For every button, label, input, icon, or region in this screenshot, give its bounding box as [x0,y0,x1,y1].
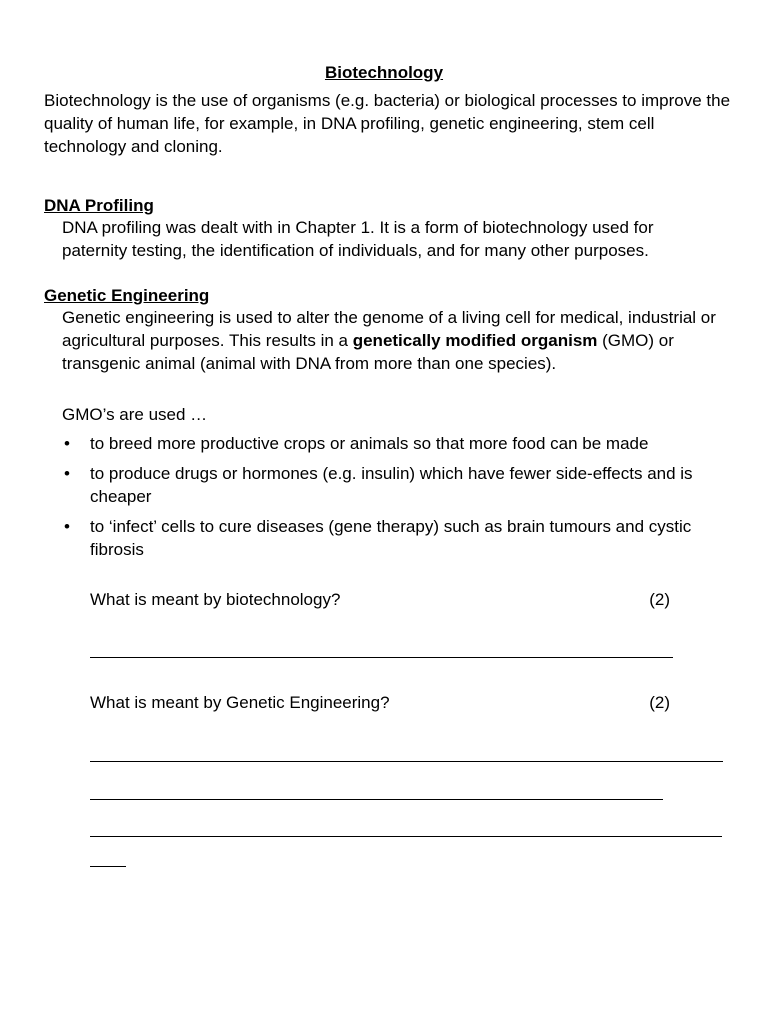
list-item [62,432,722,455]
question-marks: (2) [649,693,670,712]
question-2 [90,691,670,714]
intro-paragraph: Biotechnology is the use of organisms (e.g. bacteria) or biological processes to improve the quality of human life, for example, in DNA profiling, genetic engineering, stem cell technology and cloning. [44,91,731,156]
bullet-icon: • [64,517,70,536]
list-item-text: to ‘infect’ cells to cure diseases (gene therapy) such as brain tumours and cystic fibrosis [90,517,692,559]
page-title: Biotechnology [324,63,444,82]
question-text: What is meant by biotechnology? [90,590,341,609]
answer-line[interactable] [90,657,673,658]
genetic-engineering-paragraph [62,306,722,375]
gmo-term: genetically modified organism [352,331,598,350]
question-marks: (2) [649,590,670,609]
answer-line[interactable] [90,836,722,837]
question-text: What is meant by Genetic Engineering? [90,693,390,712]
section-heading-dna-profiling: DNA Profiling [44,196,154,215]
answer-line[interactable] [90,866,126,867]
bullet-icon: • [64,464,70,483]
dna-profiling-paragraph: DNA profiling was dealt with in Chapter 1. It is a form of biotechnology used for paternity testing, the identification of individuals, and for many other purposes. [62,218,654,260]
bullet-icon: • [64,434,70,453]
list-item-text: to produce drugs or hormones (e.g. insulin) which have fewer side-effects and is cheaper [90,464,693,506]
question-1 [90,588,670,611]
ge-text-start: Genetic engineering is used to alter the genome of a living cell for medical, industrial or agricultural purposes. This results in a [62,308,716,350]
list-item-text: to breed more productive crops or animals so that more food can be made [90,434,649,453]
answer-line[interactable] [90,761,723,762]
gmo-uses-list [62,432,722,568]
list-item [62,462,722,508]
list-item [62,515,722,561]
gmo-intro: GMO’s are used … [62,405,208,424]
section-heading-genetic-engineering: Genetic Engineering [44,286,210,305]
ge-text-end: (GMO) or transgenic animal (animal with DNA from more than one species). [62,331,674,373]
answer-line[interactable] [90,799,663,800]
